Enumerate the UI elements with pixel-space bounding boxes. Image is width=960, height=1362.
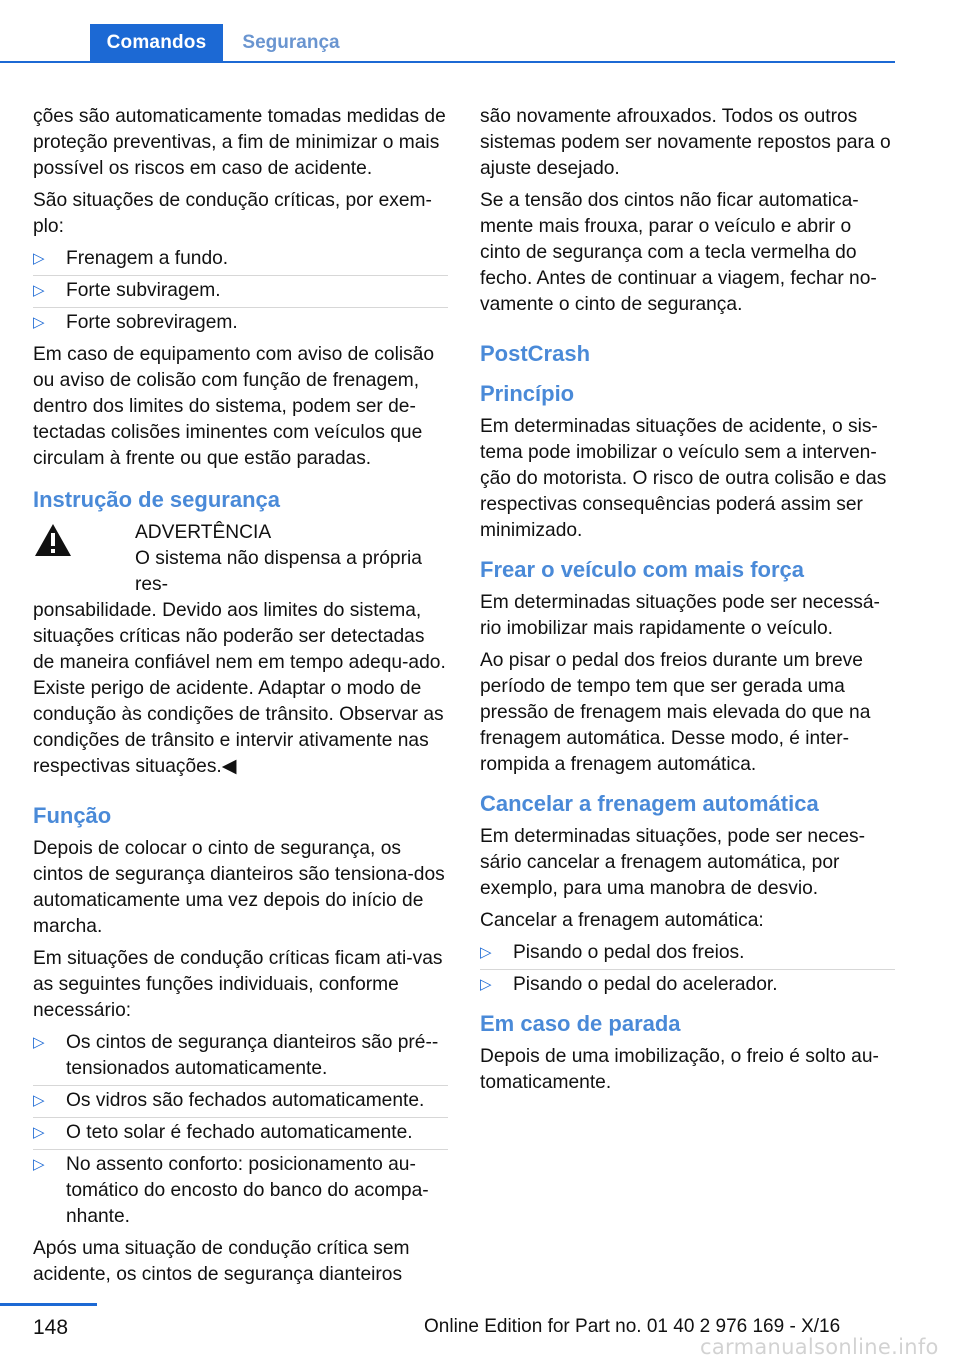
functions-list: [33, 1030, 448, 1230]
divider: [33, 1149, 448, 1150]
cancel-list: [480, 940, 895, 998]
paragraph: Ao pisar o pedal dos freios durante um breve período de tempo tem que ser gerada uma pressão de frenagem mais elevada do que na frenagem automática. Desse modo, é inter‐rompida a frenagem automática.: [480, 650, 871, 775]
divider: [33, 307, 448, 308]
paragraph: Em caso de equipamento com aviso de colisão ou aviso de colisão com função de frenagem, dentro dos limites do sistema, podem ser de‐tectadas colisões iminentes com veículos que circulam à frente ou que estão paradas.: [33, 344, 435, 469]
heading-brake-harder: Frear o veículo com mais força: [480, 557, 805, 582]
list-item: ▷ Forte sobreviragem.: [33, 310, 448, 336]
right-column: [480, 104, 895, 1102]
bullet-triangle-icon: ▷: [33, 282, 45, 299]
bullet-triangle-icon: ▷: [33, 1124, 45, 1141]
warning-title: ADVERTÊNCIA: [135, 522, 272, 543]
paragraph: ções são automaticamente tomadas medidas de proteção preventivas, a fim de minimizar o mais possível os riscos em caso de acidente.: [33, 106, 446, 179]
bullet-triangle-icon: ▷: [33, 1092, 45, 1109]
bullet-triangle-icon: ▷: [480, 944, 492, 961]
warning-text: ponsabilidade. Devido aos limites do sistema, situações críticas não poderão ser detectadas de maneira confiável nem em tempo adequ‐ado. Existe perigo de acidente. Adaptar o modo de condução às condições de trânsito. Observar as condições de trânsito e intervir ativamente nas respectivas situações.◀: [33, 600, 446, 777]
bullet-triangle-icon: ▷: [33, 1156, 45, 1173]
divider: [33, 275, 448, 276]
page-header: [0, 0, 960, 64]
paragraph: Em determinadas situações, pode ser neces‐sário cancelar a frenagem automática, por exemplo, para uma manobra de desvio.: [480, 826, 866, 899]
list-item: ▷ Frenagem a fundo.: [33, 246, 448, 272]
heading-safety-instruction: Instrução de segurança: [33, 487, 280, 512]
list-item: ▷ Forte subviragem.: [33, 278, 448, 304]
heading-cancel-braking: Cancelar a frenagem automática: [480, 791, 819, 816]
warning-box: [33, 520, 448, 780]
left-column: [33, 104, 448, 1294]
paragraph: Em determinadas situações de acidente, o sis‐tema pode imobilizar o veículo sem a interven‐ção do motorista. O risco de outra colisão e das respectivas consequências poderá assim ser minimizado.: [480, 416, 887, 541]
list-item: ▷ Os cintos de segurança dianteiros são pré‐-tensionados automaticamente.: [33, 1030, 448, 1082]
divider: [33, 1085, 448, 1086]
warning-text-first-line: O sistema não dispensa a própria res‐: [135, 548, 422, 595]
heading-principle: Princípio: [480, 381, 575, 406]
list-item: ▷ Pisando o pedal do acelerador.: [480, 972, 895, 998]
paragraph: Cancelar a frenagem automática:: [480, 910, 764, 931]
list-item: ▷ O teto solar é fechado automaticamente.: [33, 1120, 448, 1146]
list-item: ▷ No assento conforto: posicionamento au‐tomático do encosto do banco do acompa‐nhante.: [33, 1154, 429, 1227]
warning-triangle-icon: [33, 522, 73, 558]
paragraph: Após uma situação de condução crítica sem acidente, os cintos de segurança dianteiros: [33, 1238, 410, 1285]
tab-seguranca[interactable]: Segurança: [242, 32, 340, 53]
paragraph: Em determinadas situações pode ser necessá‐rio imobilizar mais rapidamente o veículo.: [480, 592, 880, 639]
footer-rule: [0, 1303, 97, 1306]
edition-note: Online Edition for Part no. 01 40 2 976 169 - X/16: [424, 1316, 841, 1337]
paragraph: são novamente afrouxados. Todos os outros sistemas podem ser novamente repostos para o ajuste desejado.: [480, 106, 891, 179]
paragraph: Depois de uma imobilização, o freio é solto au‐tomaticamente.: [480, 1046, 879, 1093]
paragraph: Se a tensão dos cintos não ficar automatica‐mente mais frouxa, parar o veículo e abrir o cinto de segurança com a tecla vermelha do fecho. Antes de continuar a viagem, fechar no‐vamente o cinto de segurança.: [480, 190, 877, 315]
paragraph: Em situações de condução críticas ficam ati‐vas as seguintes funções individuais, conforme necessário:: [33, 948, 443, 1021]
watermark: carmanualsonline.info: [700, 1335, 939, 1359]
driving-situations-list: [33, 246, 448, 336]
bullet-triangle-icon: ▷: [33, 250, 45, 267]
bullet-triangle-icon: ▷: [33, 314, 45, 331]
heading-function: Função: [33, 803, 112, 828]
bullet-triangle-icon: ▷: [33, 1034, 45, 1051]
divider: [33, 1117, 448, 1118]
heading-postcrash: PostCrash: [480, 341, 591, 366]
page-number: 148: [33, 1316, 69, 1339]
paragraph: Depois de colocar o cinto de segurança, os cintos de segurança dianteiros são tensiona‐dos automaticamente uma vez depois do início de marcha.: [33, 838, 445, 937]
bullet-triangle-icon: ▷: [480, 976, 492, 993]
header-divider: [0, 61, 895, 63]
tab-comandos[interactable]: Comandos: [90, 24, 223, 62]
list-item: ▷ Os vidros são fechados automaticamente.: [33, 1088, 448, 1114]
paragraph: São situações de condução críticas, por exem‐plo:: [33, 190, 432, 237]
list-item: ▷ Pisando o pedal dos freios.: [480, 940, 895, 966]
divider: [480, 969, 895, 970]
heading-stop: Em caso de parada: [480, 1011, 681, 1036]
